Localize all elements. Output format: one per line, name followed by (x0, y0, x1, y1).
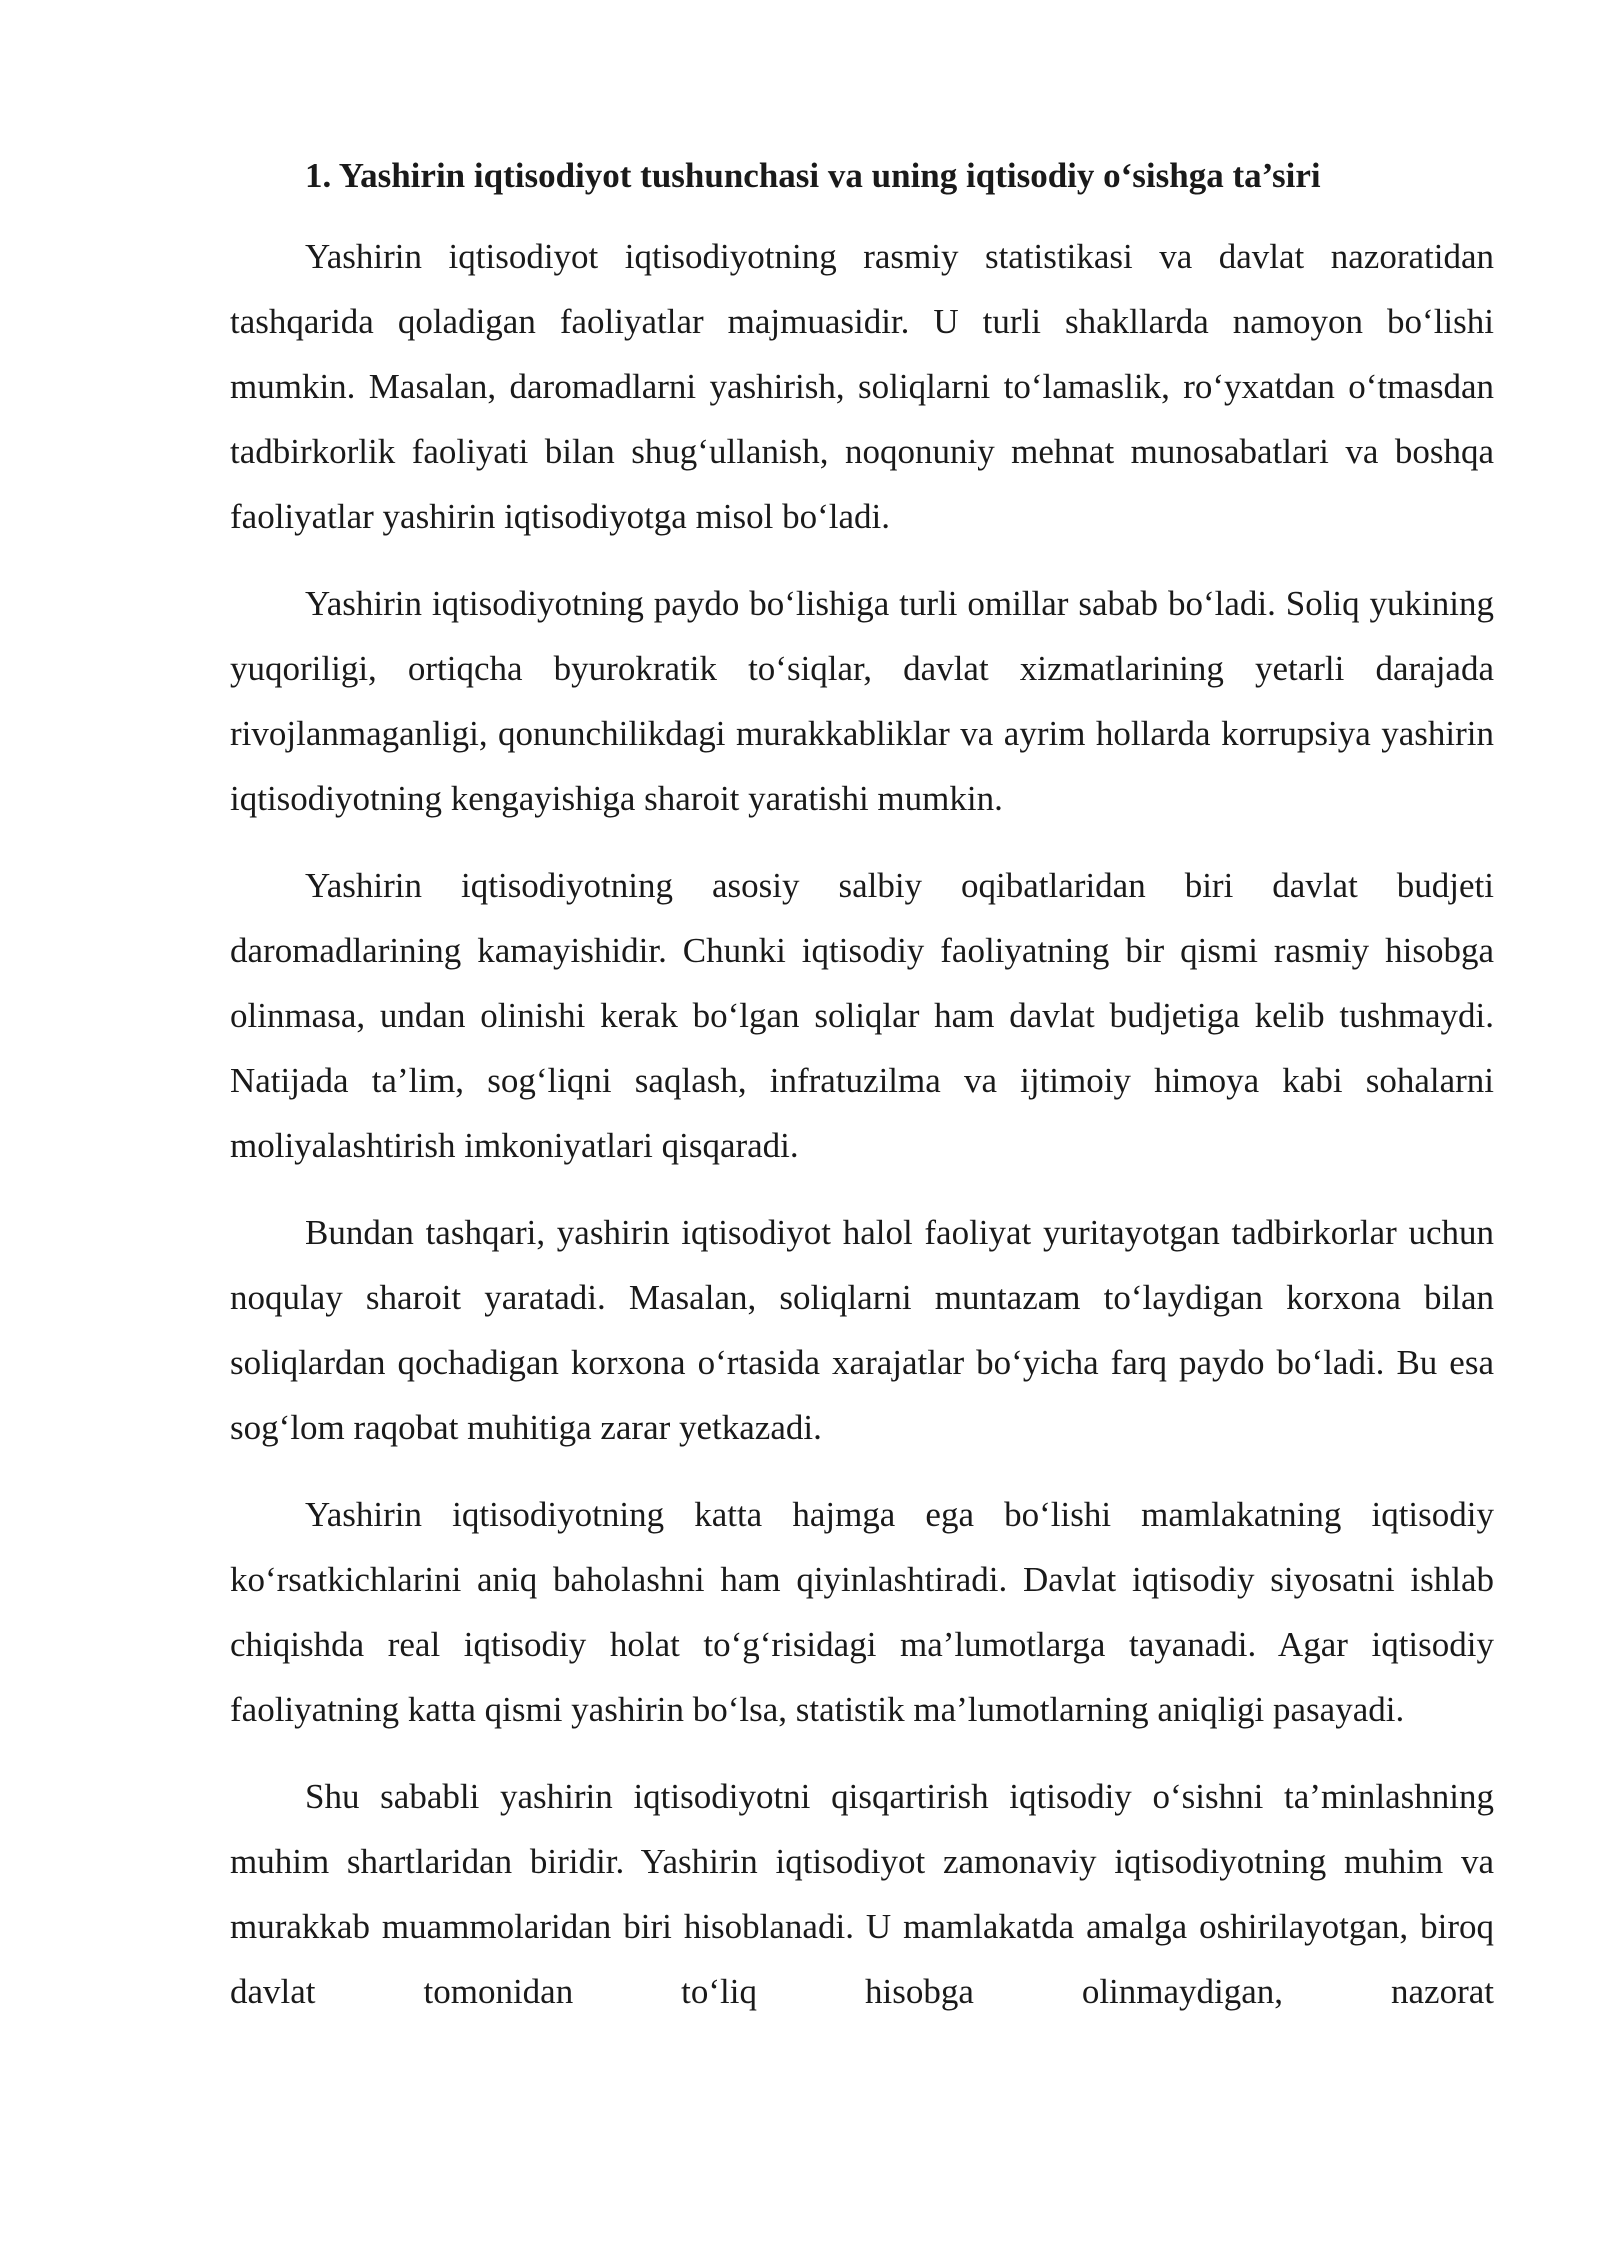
document-page (230, 150, 1494, 2046)
paragraph-causes: Yashirin iqtisodiyotning paydo bo‘lishiga turli omillar sabab bo‘ladi. Soliq yukining yuqoriligi, ortiqcha byurokratik to‘siqlar, davlat xizmatlarining yetarli darajada rivojlanmaganligi, qonunchilikdagi murakkabliklar va ayrim hollarda korrupsiya yashirin iqtisodiyotning kengayishiga sharoit yaratishi mumkin. (230, 584, 1494, 818)
paragraph-definition: Yashirin iqtisodiyot iqtisodiyotning rasmiy statistikasi va davlat nazoratidan tashqarida qoladigan faoliyatlar majmuasidir. U turli shakllarda namoyon bo‘lishi mumkin. Masalan, daromadlarni yashirish, soliqlarni to‘lamaslik, ro‘yxatdan o‘tmasdan tadbirkorlik faoliyati bilan shug‘ullanish, noqonuniy mehnat munosabatlari va boshqa faoliyatlar yashirin iqtisodiyotga misol bo‘ladi. (230, 237, 1494, 536)
section-heading: 1. Yashirin iqtisodiyot tushunchasi va uning iqtisodiy o‘sishga ta’siri (305, 156, 1321, 195)
paragraph-competition: Bundan tashqari, yashirin iqtisodiyot halol faoliyat yuritayotgan tadbirkorlar uchun noqulay sharoit yaratadi. Masalan, soliqlarni muntazam to‘laydigan korxona bilan soliqlardan qochadigan korxona o‘rtasida xarajatlar bo‘yicha farq paydo bo‘ladi. Bu esa sog‘lom raqobat muhitiga zarar yetkazadi. (230, 1213, 1494, 1447)
paragraph-budget-effects: Yashirin iqtisodiyotning asosiy salbiy oqibatlaridan biri davlat budjeti daromadlarining kamayishidir. Chunki iqtisodiy faoliyatning bir qismi rasmiy hisobga olinmasa, undan olinishi kerak bo‘lgan soliqlar ham davlat budjetiga kelib tushmaydi. Natijada ta’lim, sog‘liqni saqlash, infratuzilma va ijtimoiy himoya kabi sohalarni moliyalashtirish imkoniyatlari qisqaradi. (230, 866, 1494, 1165)
paragraph-statistics: Yashirin iqtisodiyotning katta hajmga ega bo‘lishi mamlakatning iqtisodiy ko‘rsatkichlarini aniq baholashni ham qiyinlashtiradi. Davlat iqtisodiy siyosatni ishlab chiqishda real iqtisodiy holat to‘g‘risidagi ma’lumotlarga tayanadi. Agar iqtisodiy faoliyatning katta qismi yashirin bo‘lsa, statistik ma’lumotlarning aniqligi pasayadi. (230, 1495, 1494, 1729)
paragraph-conclusion: Shu sababli yashirin iqtisodiyotni qisqartirish iqtisodiy o‘sishni ta’minlashning muhim shartlaridan biridir. Yashirin iqtisodiyot zamonaviy iqtisodiyotning muhim va murakkab muammolaridan biri hisoblanadi. U mamlakatda amalga oshirilayotgan, biroq davlat tomonidan to‘liq hisobga olinmaydigan, nazorat (230, 1777, 1494, 2011)
